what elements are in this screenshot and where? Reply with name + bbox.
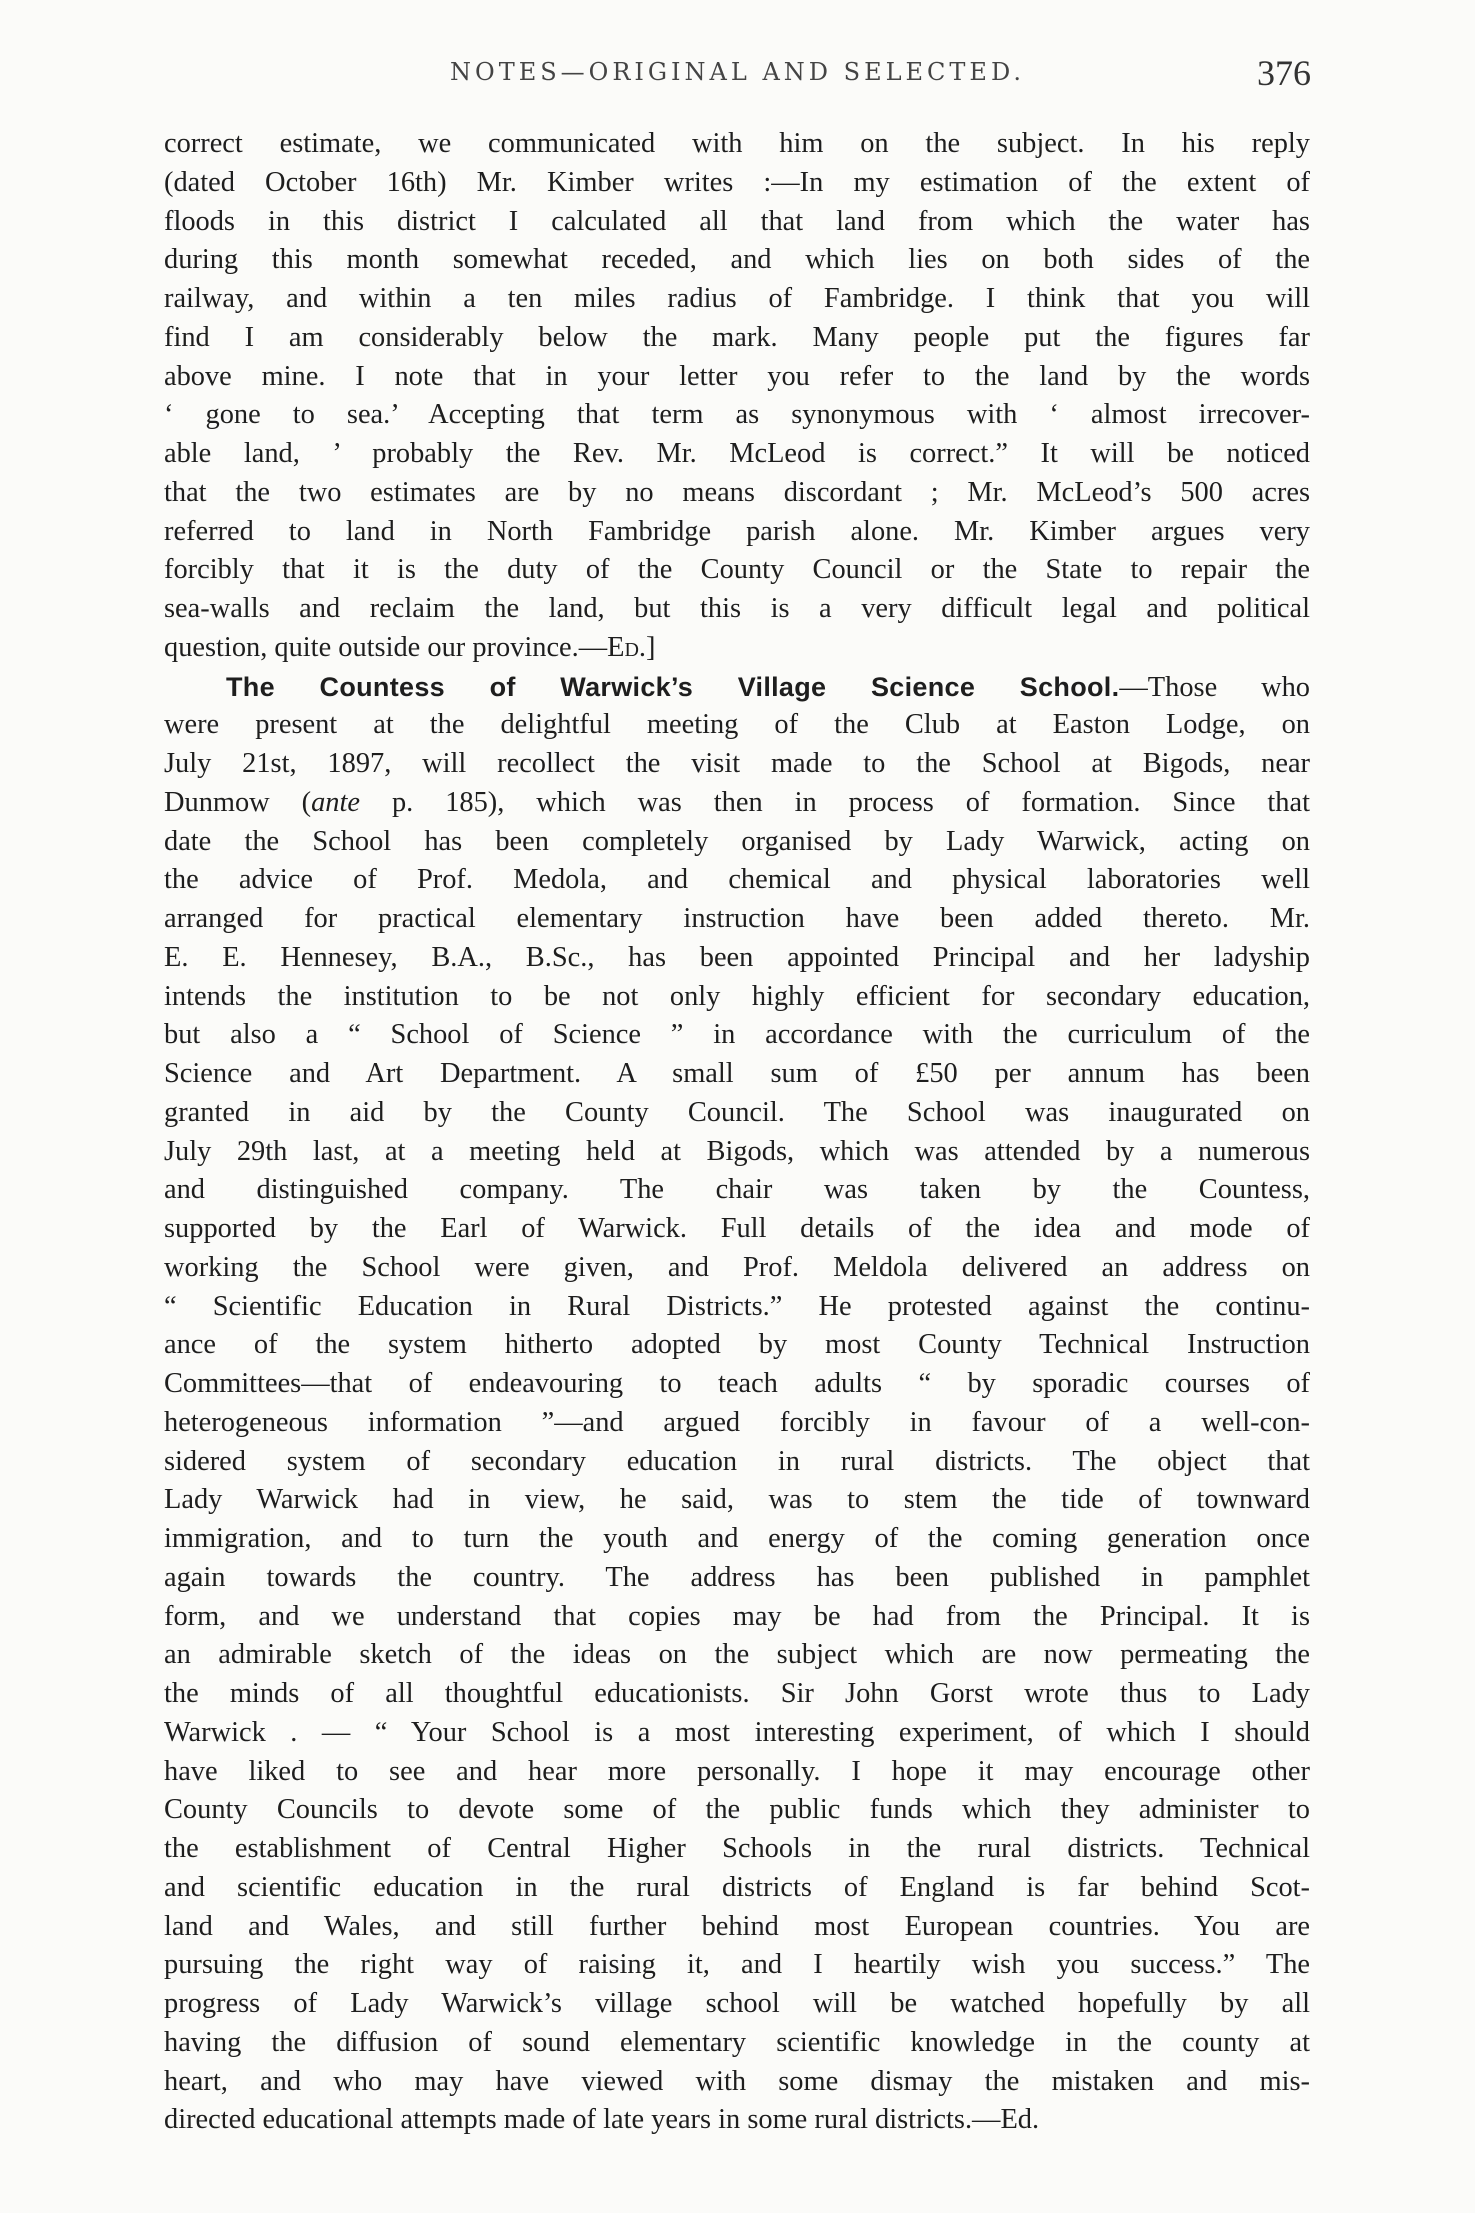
text-line: July 21st, 1897, will recollect the visit made to the School at Bigods, near <box>164 748 1310 779</box>
text-line: correct estimate, we communicated with him on the subject. In his reply <box>164 128 1310 159</box>
text-line: sidered system of secondary education in rural districts. The object that <box>164 1445 1310 1477</box>
text-line: supported by the Earl of Warwick. Full details of the idea and mode of <box>164 1213 1310 1244</box>
text-line: heterogeneous information ”—and argued forcibly in favour of a well-con- <box>164 1406 1310 1438</box>
text-line: form, and we understand that copies may be had from the Principal. It is <box>164 1600 1310 1632</box>
text-line: above mine. I note that in your letter you refer to the land by the words <box>164 360 1310 392</box>
text-line: and scientific education in the rural districts of England is far behind Scot- <box>164 1871 1310 1903</box>
text-line: Science and Art Department. A small sum of £50 per annum has been <box>164 1058 1310 1089</box>
text-line: (dated October 16th) Mr. Kimber writes :—In my estimation of the extent of <box>164 166 1310 198</box>
text-line: immigration, and to turn the youth and energy of the coming generation once <box>164 1523 1310 1554</box>
italic-ante: ante <box>311 786 360 818</box>
text-line: E. E. Hennesey, B.A., B.Sc., has been appointed Principal and her ladyship <box>164 941 1310 973</box>
page-header <box>160 52 1315 102</box>
text-line: during this month somewhat receded, and which lies on both sides of the <box>164 244 1310 276</box>
text-line: Lady Warwick had in view, he said, was to stem the tide of townward <box>164 1484 1310 1516</box>
text-line: working the School were given, and Prof. Meldola delivered an address on <box>164 1251 1310 1283</box>
closing-bracket: ] <box>646 631 656 663</box>
text-line: an admirable sketch of the ideas on the subject which are now permeating the <box>164 1639 1310 1671</box>
editor-signature: Ed. <box>607 631 647 663</box>
text-line: but also a “ School of Science ” in accordance with the curriculum of the <box>164 1019 1310 1051</box>
body-text <box>164 125 1310 2140</box>
text-line: find I am considerably below the mark. Many people put the figures far <box>164 321 1310 353</box>
text-line: floods in this district I calculated all that land from which the water has <box>164 205 1310 237</box>
text-line: having the diffusion of sound elementary scientific knowledge in the county at <box>164 2026 1310 2058</box>
text-line: July 29th last, at a meeting held at Bigods, which was attended by a numerous <box>164 1135 1310 1167</box>
text-line: date the School has been completely organised by Lady Warwick, acting on <box>164 825 1310 857</box>
text-line: progress of Lady Warwick’s village school will be watched hopefully by all <box>164 1988 1310 2019</box>
text-line-last: directed educational attempts made of late years in some rural districts.—Ed. <box>164 2104 1040 2136</box>
text-line: and distinguished company. The chair was taken by the Countess, <box>164 1174 1310 1206</box>
text-line: ‘ gone to sea.’ Accepting that term as synonymous with ‘ almost irrecover- <box>164 399 1310 431</box>
text-line: sea-walls and reclaim the land, but this is a very difficult legal and political <box>164 593 1310 624</box>
text-line: that the two estimates are by no means discordant ; Mr. McLeod’s 500 acres <box>164 476 1310 508</box>
text-fragment: Dunmow ( <box>164 786 312 818</box>
text-line: Committees—that of endeavouring to teach adults “ by sporadic courses of <box>164 1368 1310 1399</box>
text-line: referred to land in North Fambridge parish alone. Mr. Kimber argues very <box>164 515 1310 547</box>
text-line: ance of the system hitherto adopted by most County Technical Instruction <box>164 1329 1310 1361</box>
section-heading: The Countess of Warwick’s Village Science School. <box>226 671 1120 702</box>
text-line: arranged for practical elementary instruction have been added thereto. Mr. <box>164 903 1310 934</box>
text-line: land and Wales, and still further behind most European countries. You are <box>164 1910 1310 1942</box>
section-heading-line <box>164 668 1310 707</box>
text-line: railway, and within a ten miles radius of Fambridge. I think that you will <box>164 283 1310 314</box>
text-line: Warwick . — “ Your School is a most interesting experiment, of which I should <box>164 1716 1310 1748</box>
text-line-last <box>164 629 1310 668</box>
text-line: the advice of Prof. Medola, and chemical and physical laboratories well <box>164 864 1310 896</box>
text-fragment: p. 185), which was then in process of formation. Since that <box>359 786 1310 818</box>
text-line: County Councils to devote some of the public funds which they administer to <box>164 1794 1310 1826</box>
text-line: have liked to see and hear more personally. I hope it may encourage other <box>164 1755 1310 1787</box>
text-line: forcibly that it is the duty of the County Council or the State to repair the <box>164 554 1310 586</box>
text-line: pursuing the right way of raising it, and I heartily wish you success.” The <box>164 1949 1310 1981</box>
paragraph-village-science-school <box>164 668 1310 2141</box>
text-line: again towards the country. The address has been published in pamphlet <box>164 1561 1310 1593</box>
text-fragment: —Those who <box>1119 671 1310 703</box>
text-line <box>164 784 1310 823</box>
text-line: the establishment of Central Higher Schools in the rural districts. Technical <box>164 1833 1310 1864</box>
text-line: able land, ’ probably the Rev. Mr. McLeod is correct.” It will be noticed <box>164 438 1310 469</box>
text-fragment: question, quite outside our province.— <box>164 631 608 663</box>
paragraph-kimber-letter <box>164 125 1310 668</box>
text-line: “ Scientific Education in Rural Districts.” He protested against the continu- <box>164 1290 1310 1322</box>
running-head: NOTES—ORIGINAL AND SELECTED. <box>450 58 1025 86</box>
text-line: intends the institution to be not only highly efficient for secondary education, <box>164 980 1310 1012</box>
text-line: the minds of all thoughtful educationists. Sir John Gorst wrote thus to Lady <box>164 1678 1310 1709</box>
page-number: 376 <box>1257 53 1311 93</box>
text-line: were present at the delightful meeting of the Club at Easton Lodge, on <box>164 709 1310 741</box>
text-line: granted in aid by the County Council. The School was inaugurated on <box>164 1096 1310 1128</box>
text-line: heart, and who may have viewed with some dismay the mistaken and mis- <box>164 2065 1310 2097</box>
